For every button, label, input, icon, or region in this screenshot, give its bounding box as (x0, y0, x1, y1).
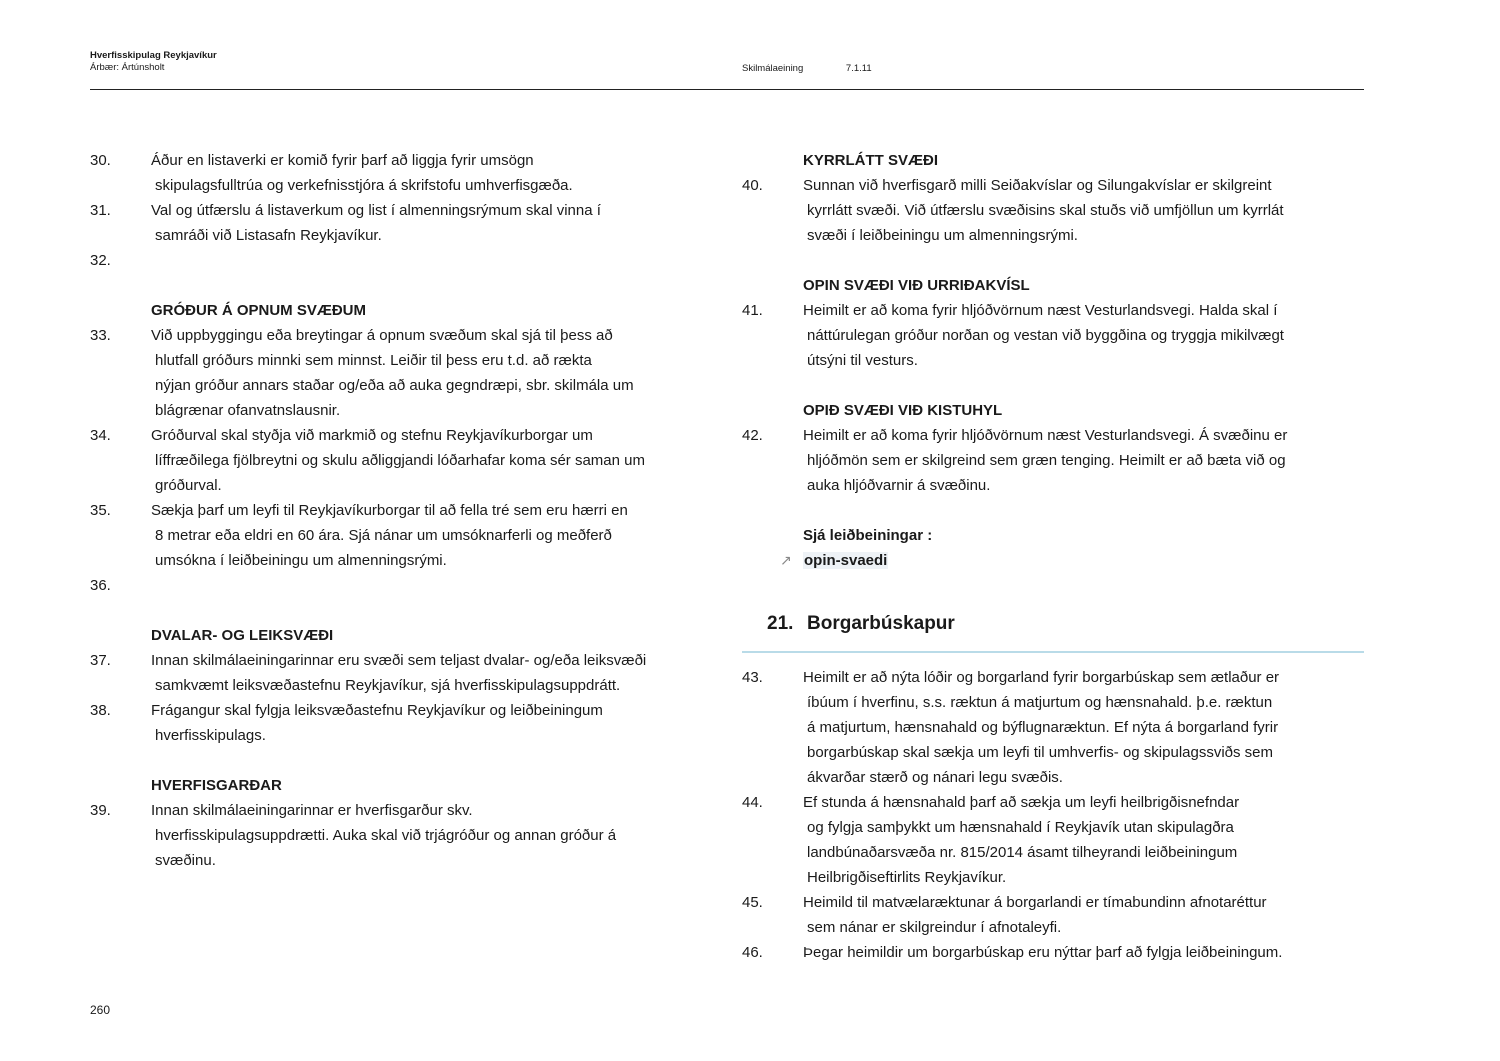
item-number: 30. (90, 152, 111, 169)
item-number: 31. (90, 202, 111, 219)
list-item (90, 573, 710, 598)
spacer (742, 498, 1362, 523)
list-item (90, 648, 710, 698)
item-number: 35. (90, 502, 111, 519)
spacer (742, 248, 1362, 273)
item-text-line (151, 248, 710, 273)
section-header-borgarbuskapur (742, 611, 1362, 651)
item-text-line: kyrrlátt svæði. Við útfærslu svæðisins skal stuðs við umfjöllun um kyrrlát (807, 202, 1284, 219)
item-text-line: blágrænar ofanvatnslausnir. (155, 402, 341, 419)
item-text-line: 8 metrar eða eldri en 60 ára. Sjá nánar um umsóknarferli og meðferð (155, 527, 612, 544)
item-text-line: samráði við Listasafn Reykjavíkur. (155, 227, 382, 244)
numbered-list (90, 648, 710, 748)
list-item (742, 940, 1362, 965)
item-number: 46. (742, 944, 763, 961)
item-number: 45. (742, 894, 763, 911)
item-number: 38. (90, 702, 111, 719)
item-text (151, 498, 710, 573)
spacer (90, 748, 710, 773)
item-text (151, 248, 710, 273)
item-text (151, 798, 710, 873)
list-item (742, 423, 1362, 498)
item-text-line: Ef stunda á hænsnahald þarf að sækja um leyfi heilbrigðisnefndar (803, 794, 1240, 811)
item-text (151, 323, 710, 423)
item-text-line: hlutfall gróðurs minnki sem minnst. Leiðir til þess eru t.d. að rækta (155, 352, 592, 369)
list-item (90, 698, 710, 748)
section-heading-dvalar: DVALAR- OG LEIKSVÆÐI (151, 627, 334, 644)
item-text (151, 198, 710, 248)
item-text (803, 423, 1362, 498)
section-heading-hverfisgardar: HVERFISGARÐAR (151, 777, 282, 794)
list-item (742, 790, 1362, 890)
item-number: 43. (742, 669, 763, 686)
guideline-link-opin-svaedi[interactable]: opin-svaedi (804, 552, 888, 569)
see-guidelines-label: Sjá leiðbeiningar : (803, 527, 933, 544)
numbered-list (90, 798, 710, 873)
item-text-line: íbúum í hverfinu, s.s. ræktun á matjurtum og hænsnahald. þ.e. ræktun (807, 694, 1273, 711)
item-text-line: Val og útfærslu á listaverkum og list í almenningsrýmum skal vinna í (151, 202, 601, 219)
numbered-list (90, 323, 710, 598)
section-heading-urridakvisl: OPIN SVÆÐI VIÐ URRIÐAKVÍSL (803, 277, 1030, 294)
item-text-line: náttúrulegan gróður norðan og vestan við byggðina og tryggja mikilvægt (807, 327, 1284, 344)
list-item (90, 323, 710, 423)
list-item (90, 198, 710, 248)
item-text (803, 173, 1362, 248)
item-number: 44. (742, 794, 763, 811)
item-text-line: Heimilt er að nýta lóðir og borgarland fyrir borgarbúskap sem ætlaður er (803, 669, 1280, 686)
item-text-line: samkvæmt leiksvæðastefnu Reykjavíkur, sjá hverfisskipulagsuppdrátt. (155, 677, 621, 694)
section-title: Borgarbúskapur (807, 613, 955, 634)
section-number: 21. (767, 613, 794, 634)
arrow-up-right-icon: ↗ (780, 552, 792, 568)
item-number: 41. (742, 302, 763, 319)
item-text-line: umsókna í leiðbeiningu um almenningsrými. (155, 552, 447, 569)
item-text-line: Frágangur skal fylgja leiksvæðastefnu Reykjavíkur og leiðbeiningum (151, 702, 603, 719)
unit-label: Skilmálaeining (742, 63, 804, 74)
item-number: 42. (742, 427, 763, 444)
item-number: 39. (90, 802, 111, 819)
page-number: 260 (90, 1003, 111, 1017)
numbered-list (742, 423, 1362, 498)
item-number: 40. (742, 177, 763, 194)
document-title: Hverfisskipulag Reykjavíkur (90, 50, 217, 61)
list-item (90, 423, 710, 498)
section-heading-grodur: GRÓÐUR Á OPNUM SVÆÐUM (151, 302, 367, 319)
section-heading-kistuhyl: OPIÐ SVÆÐI VIÐ KISTUHYL (803, 402, 1003, 419)
numbered-list (742, 665, 1362, 965)
item-text-line: útsýni til vesturs. (807, 352, 918, 369)
item-text-line: Innan skilmálaeiningarinnar er hverfisgarður skv. (151, 802, 473, 819)
item-text-line: Sækja þarf um leyfi til Reykjavíkurborgar til að fella tré sem eru hærri en (151, 502, 628, 519)
item-text-line: Heimilt er að koma fyrir hljóðvörnum næst Vesturlandsvegi. Halda skal í (803, 302, 1278, 319)
list-item (90, 248, 710, 273)
item-text (151, 648, 710, 698)
list-item (742, 665, 1362, 790)
header-divider (90, 89, 1364, 90)
numbered-list (742, 173, 1362, 248)
list-item (742, 890, 1362, 940)
list-item (742, 298, 1362, 373)
guideline-link-row (742, 548, 1362, 573)
numbered-list (742, 298, 1362, 373)
item-text (803, 940, 1362, 965)
item-text-line: Heimilt er að koma fyrir hljóðvörnum næst Vesturlandsvegi. Á svæðinu er (803, 427, 1288, 444)
item-text-line: svæðinu. (155, 852, 216, 869)
document-header (90, 50, 217, 74)
item-number: 32. (90, 252, 111, 269)
document-subtitle: Árbær: Ártúnsholt (90, 62, 165, 73)
item-text-line: svæði í leiðbeiningu um almenningsrými. (807, 227, 1078, 244)
list-item (90, 498, 710, 573)
spacer (90, 273, 710, 298)
item-text-line: Við uppbyggingu eða breytingar á opnum svæðum skal sjá til þess að (151, 327, 613, 344)
item-text (803, 790, 1362, 890)
numbered-list (90, 148, 710, 273)
item-text-line: Heimild til matvælaræktunar á borgarlandi er tímabundinn afnotaréttur (803, 894, 1267, 911)
unit-info (742, 63, 872, 74)
list-item (90, 148, 710, 198)
unit-code: 7.1.11 (845, 63, 872, 74)
item-text (151, 698, 710, 748)
item-text (151, 148, 710, 198)
item-text-line: Gróðurval skal styðja við markmið og stefnu Reykjavíkurborgar um (151, 427, 593, 444)
item-text-line: hljóðmön sem er skilgreind sem græn tenging. Heimilt er að bæta við og (807, 452, 1286, 469)
item-text (803, 298, 1362, 373)
item-text-line: hverfisskipulags. (155, 727, 266, 744)
item-text-line: Þegar heimildir um borgarbúskap eru nýttar þarf að fylgja leiðbeiningum. (803, 944, 1283, 961)
item-text-line (151, 573, 710, 598)
item-text (803, 665, 1362, 790)
item-number: 37. (90, 652, 111, 669)
item-text-line: og fylgja samþykkt um hænsnahald í Reykjavík utan skipulagðra (807, 819, 1234, 836)
right-column (742, 148, 1362, 965)
item-text-line: Sunnan við hverfisgarð milli Seiðakvíslar og Silungakvíslar er skilgreint (803, 177, 1272, 194)
item-number: 33. (90, 327, 111, 344)
item-number: 34. (90, 427, 111, 444)
item-text-line: líffræðilega fjölbreytni og skulu aðliggjandi lóðarhafar koma sér saman um (155, 452, 645, 469)
item-text-line: sem nánar er skilgreindur í afnotaleyfi. (807, 919, 1062, 936)
spacer (742, 373, 1362, 398)
spacer (90, 598, 710, 623)
list-item (90, 798, 710, 873)
item-text (803, 890, 1362, 940)
item-text-line: ákvarðar stærð og nánari legu svæðis. (807, 769, 1063, 786)
item-text-line: nýjan gróður annars staðar og/eða að auka gegndræpi, sbr. skilmála um (155, 377, 634, 394)
item-text (151, 423, 710, 498)
item-text-line: auka hljóðvarnir á svæðinu. (807, 477, 991, 494)
item-number: 36. (90, 577, 111, 594)
item-text-line: gróðurval. (155, 477, 222, 494)
item-text-line: Áður en listaverki er komið fyrir þarf að liggja fyrir umsögn (151, 152, 534, 169)
left-column (90, 148, 710, 873)
item-text-line: Heilbrigðiseftirlits Reykjavíkur. (807, 869, 1007, 886)
item-text-line: borgarbúskap skal sækja um leyfi til umhverfis- og skipulagssviðs sem (807, 744, 1274, 761)
list-item (742, 173, 1362, 248)
section-divider (742, 651, 1364, 653)
item-text-line: skipulagsfulltrúa og verkefnisstjóra á skrifstofu umhverfisgæða. (155, 177, 573, 194)
item-text-line: á matjurtum, hænsnahald og býflugnaræktun. Ef nýta á borgarland fyrir (807, 719, 1279, 736)
item-text-line: hverfisskipulagsuppdrætti. Auka skal við trjágróður og annan gróður á (155, 827, 617, 844)
item-text-line: Innan skilmálaeiningarinnar eru svæði sem teljast dvalar- og/eða leiksvæði (151, 652, 647, 669)
item-text-line: landbúnaðarsvæða nr. 815/2014 ásamt tilheyrandi leiðbeiningum (807, 844, 1238, 861)
section-heading-kyrrlatt: KYRRLÁTT SVÆÐI (803, 152, 938, 169)
item-text (151, 573, 710, 598)
